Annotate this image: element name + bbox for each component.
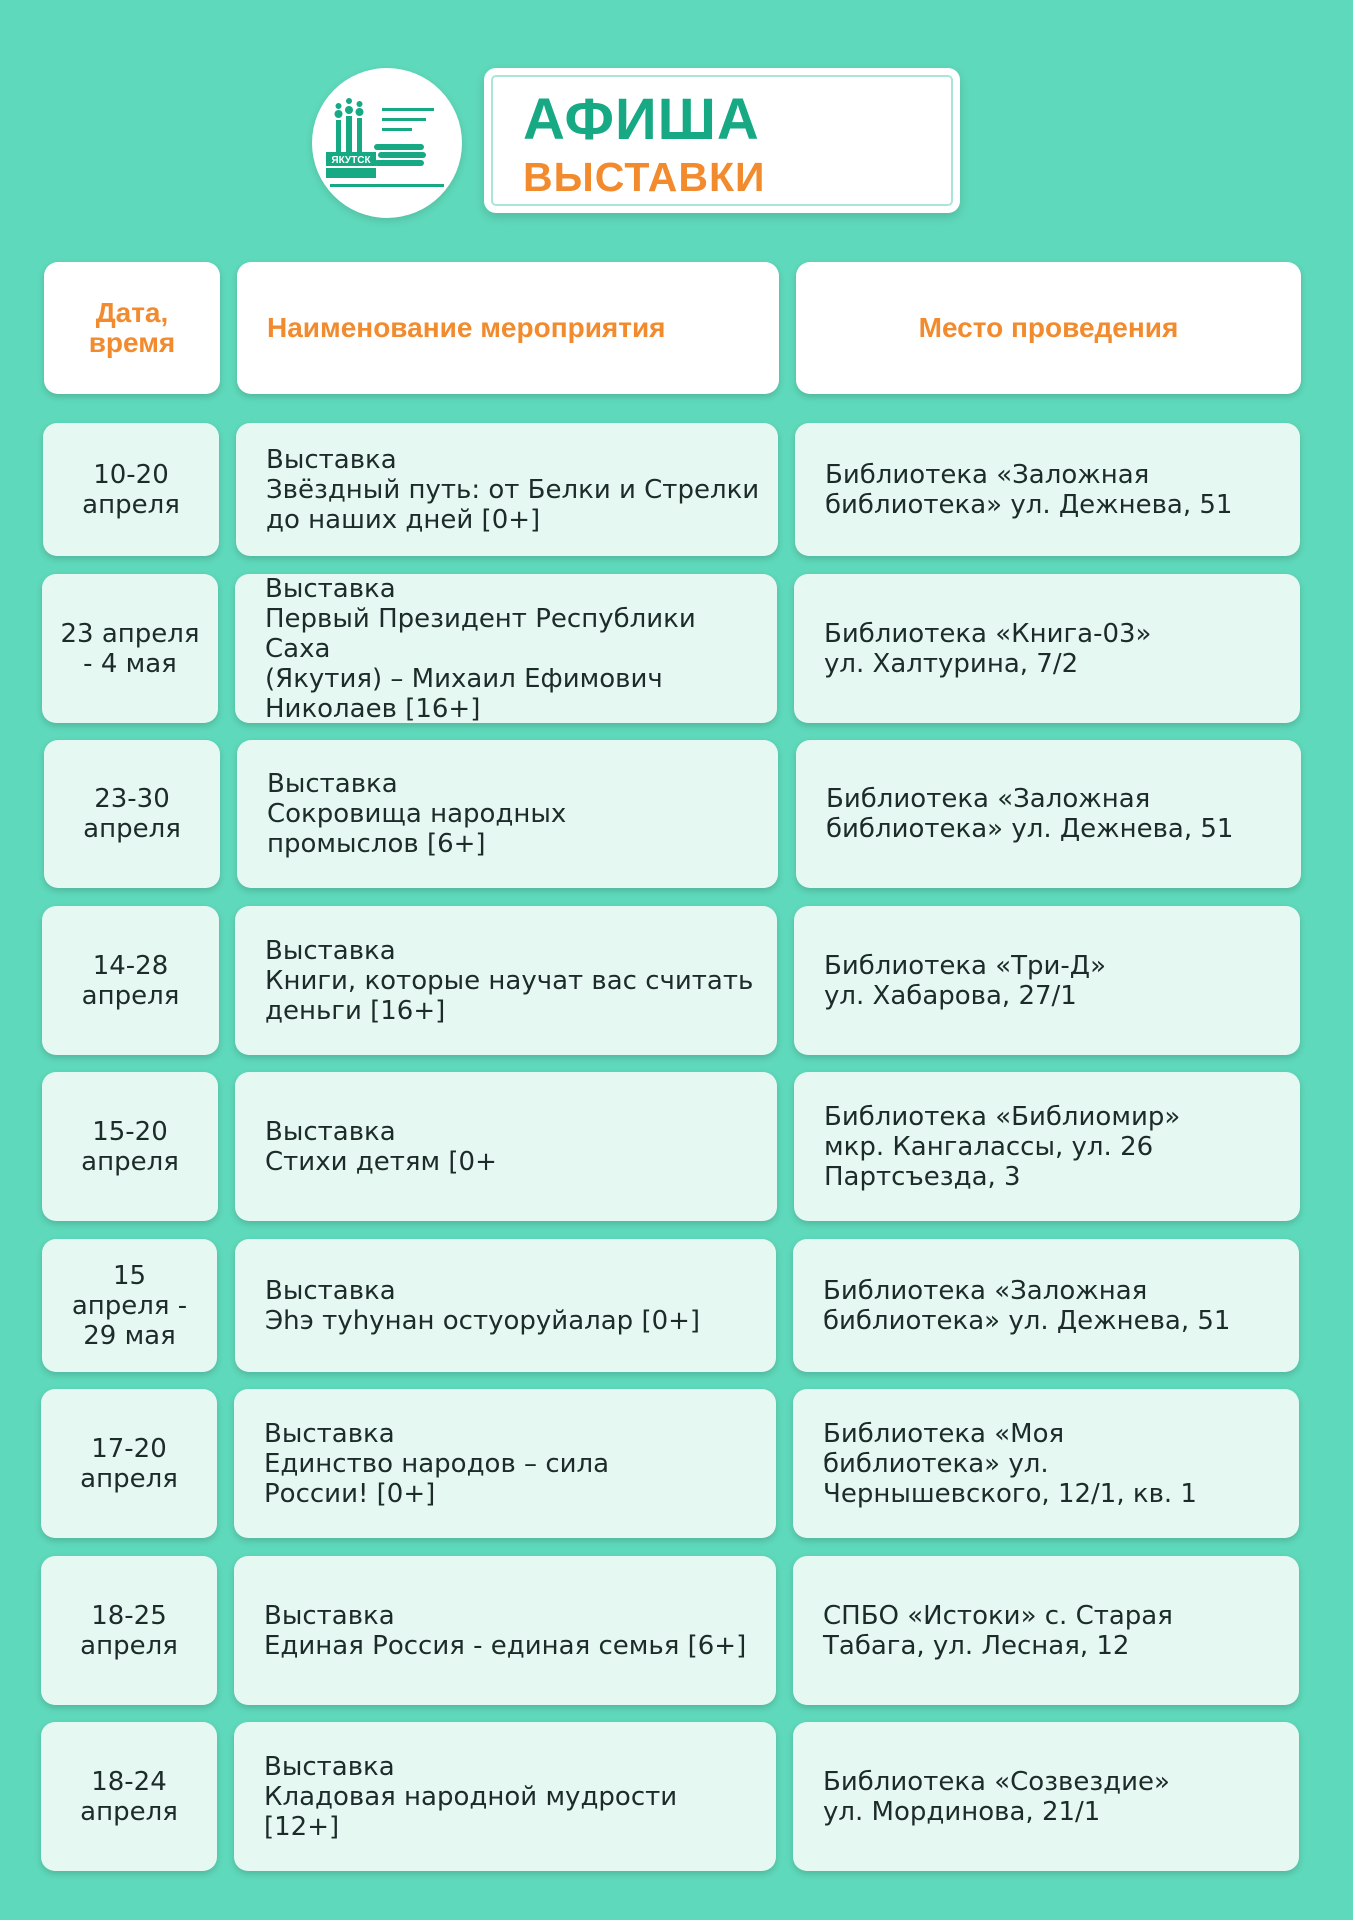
page-subtitle: ВЫСТАВКИ (523, 154, 766, 200)
table-row-date (43, 423, 219, 556)
table-row-date (42, 906, 219, 1055)
row-place: Библиотека «Моя библиотека» ул. Чернышевского, 12/1, кв. 1 (823, 1418, 1197, 1509)
row-date: 18-24 апреля (80, 1766, 178, 1827)
row-place: Библиотека «Заложная библиотека» ул. Дежнева, 51 (825, 459, 1233, 520)
table-row-date (41, 1556, 217, 1705)
title-panel (484, 68, 960, 213)
logo-city-text: ЯКУТСК (331, 155, 371, 166)
table-row-event (235, 906, 777, 1055)
row-date: 15 апреля - 29 мая (71, 1260, 188, 1351)
table-row-place (793, 1239, 1299, 1372)
library-emblem-icon (312, 68, 462, 218)
row-date: 15-20 апреля (81, 1116, 179, 1177)
table-row-date (44, 740, 220, 888)
page-title: АФИША (523, 87, 760, 152)
table-row-place (794, 1072, 1300, 1221)
table-row-event (234, 1556, 776, 1705)
row-date: 23 апреля - 4 мая (60, 618, 200, 679)
column-header-date (44, 262, 220, 394)
table-row-date (41, 1722, 217, 1871)
table-row-place (794, 906, 1300, 1055)
table-row-event (237, 740, 778, 888)
row-date: 14-28 апреля (81, 950, 180, 1011)
row-event: Выставка Первый Президент Республики Саха (Якутия) – Михаил Ефимович Николаев [16+] (265, 573, 696, 724)
table-row-event (235, 1072, 777, 1221)
column-header-event (237, 262, 779, 394)
table-row-place (793, 1556, 1299, 1705)
column-header-date-label: Дата, время (88, 297, 176, 358)
table-row-event (234, 1722, 776, 1871)
table-row-event (235, 1239, 776, 1372)
column-header-place (796, 262, 1301, 394)
row-date: 18-25 апреля (80, 1600, 178, 1661)
row-place: СПБО «Истоки» с. Старая Табага, ул. Лесная, 12 (823, 1600, 1173, 1661)
row-event: Выставка Кладовая народной мудрости [12+] (264, 1751, 678, 1842)
table-row-event (234, 1389, 776, 1538)
row-place: Библиотека «Книга-03» ул. Халтурина, 7/2 (824, 618, 1152, 679)
row-date: 17-20 апреля (80, 1433, 178, 1494)
library-logo (312, 68, 462, 218)
table-row-place (796, 740, 1301, 888)
table-row-date (42, 1239, 217, 1372)
table-row-date (41, 1389, 217, 1538)
row-date: 10-20 апреля (82, 459, 180, 520)
row-place: Библиотека «Созвездие» ул. Мординова, 21/1 (823, 1766, 1170, 1827)
column-header-place-label: Место проведения (918, 312, 1179, 343)
table-row-event (235, 574, 777, 723)
table-row-place (795, 423, 1300, 556)
row-event: Выставка Единство народов – сила России! [0+] (264, 1418, 610, 1509)
row-event: Выставка Стихи детям [0+ (265, 1116, 497, 1177)
table-row-place (793, 1722, 1299, 1871)
row-event: Выставка Единая Россия - единая семья [6+] (264, 1600, 747, 1661)
table-row-date (42, 574, 218, 723)
row-place: Библиотека «Заложная библиотека» ул. Дежнева, 51 (823, 1275, 1231, 1336)
row-event: Выставка Сокровища народных промыслов [6+] (267, 769, 567, 859)
table-row-event (236, 423, 778, 556)
row-place: Библиотека «Заложная библиотека» ул. Дежнева, 51 (826, 784, 1234, 844)
row-event: Выставка Книги, которые научат вас считать деньги [16+] (265, 935, 754, 1026)
row-place: Библиотека «Библиомир» мкр. Кангалассы, ул. 26 Партсъезда, 3 (824, 1101, 1181, 1192)
row-event: Выставка Эһэ туһунан остуоруйалар [0+] (265, 1275, 701, 1336)
table-row-date (42, 1072, 218, 1221)
column-header-event-label: Наименование мероприятия (267, 312, 666, 343)
row-event: Выставка Звёздный путь: от Белки и Стрелки до наших дней [0+] (266, 444, 760, 535)
table-row-place (793, 1389, 1299, 1538)
row-place: Библиотека «Три-Д» ул. Хабарова, 27/1 (824, 950, 1107, 1011)
table-row-place (794, 574, 1300, 723)
row-date: 23-30 апреля (83, 784, 181, 844)
